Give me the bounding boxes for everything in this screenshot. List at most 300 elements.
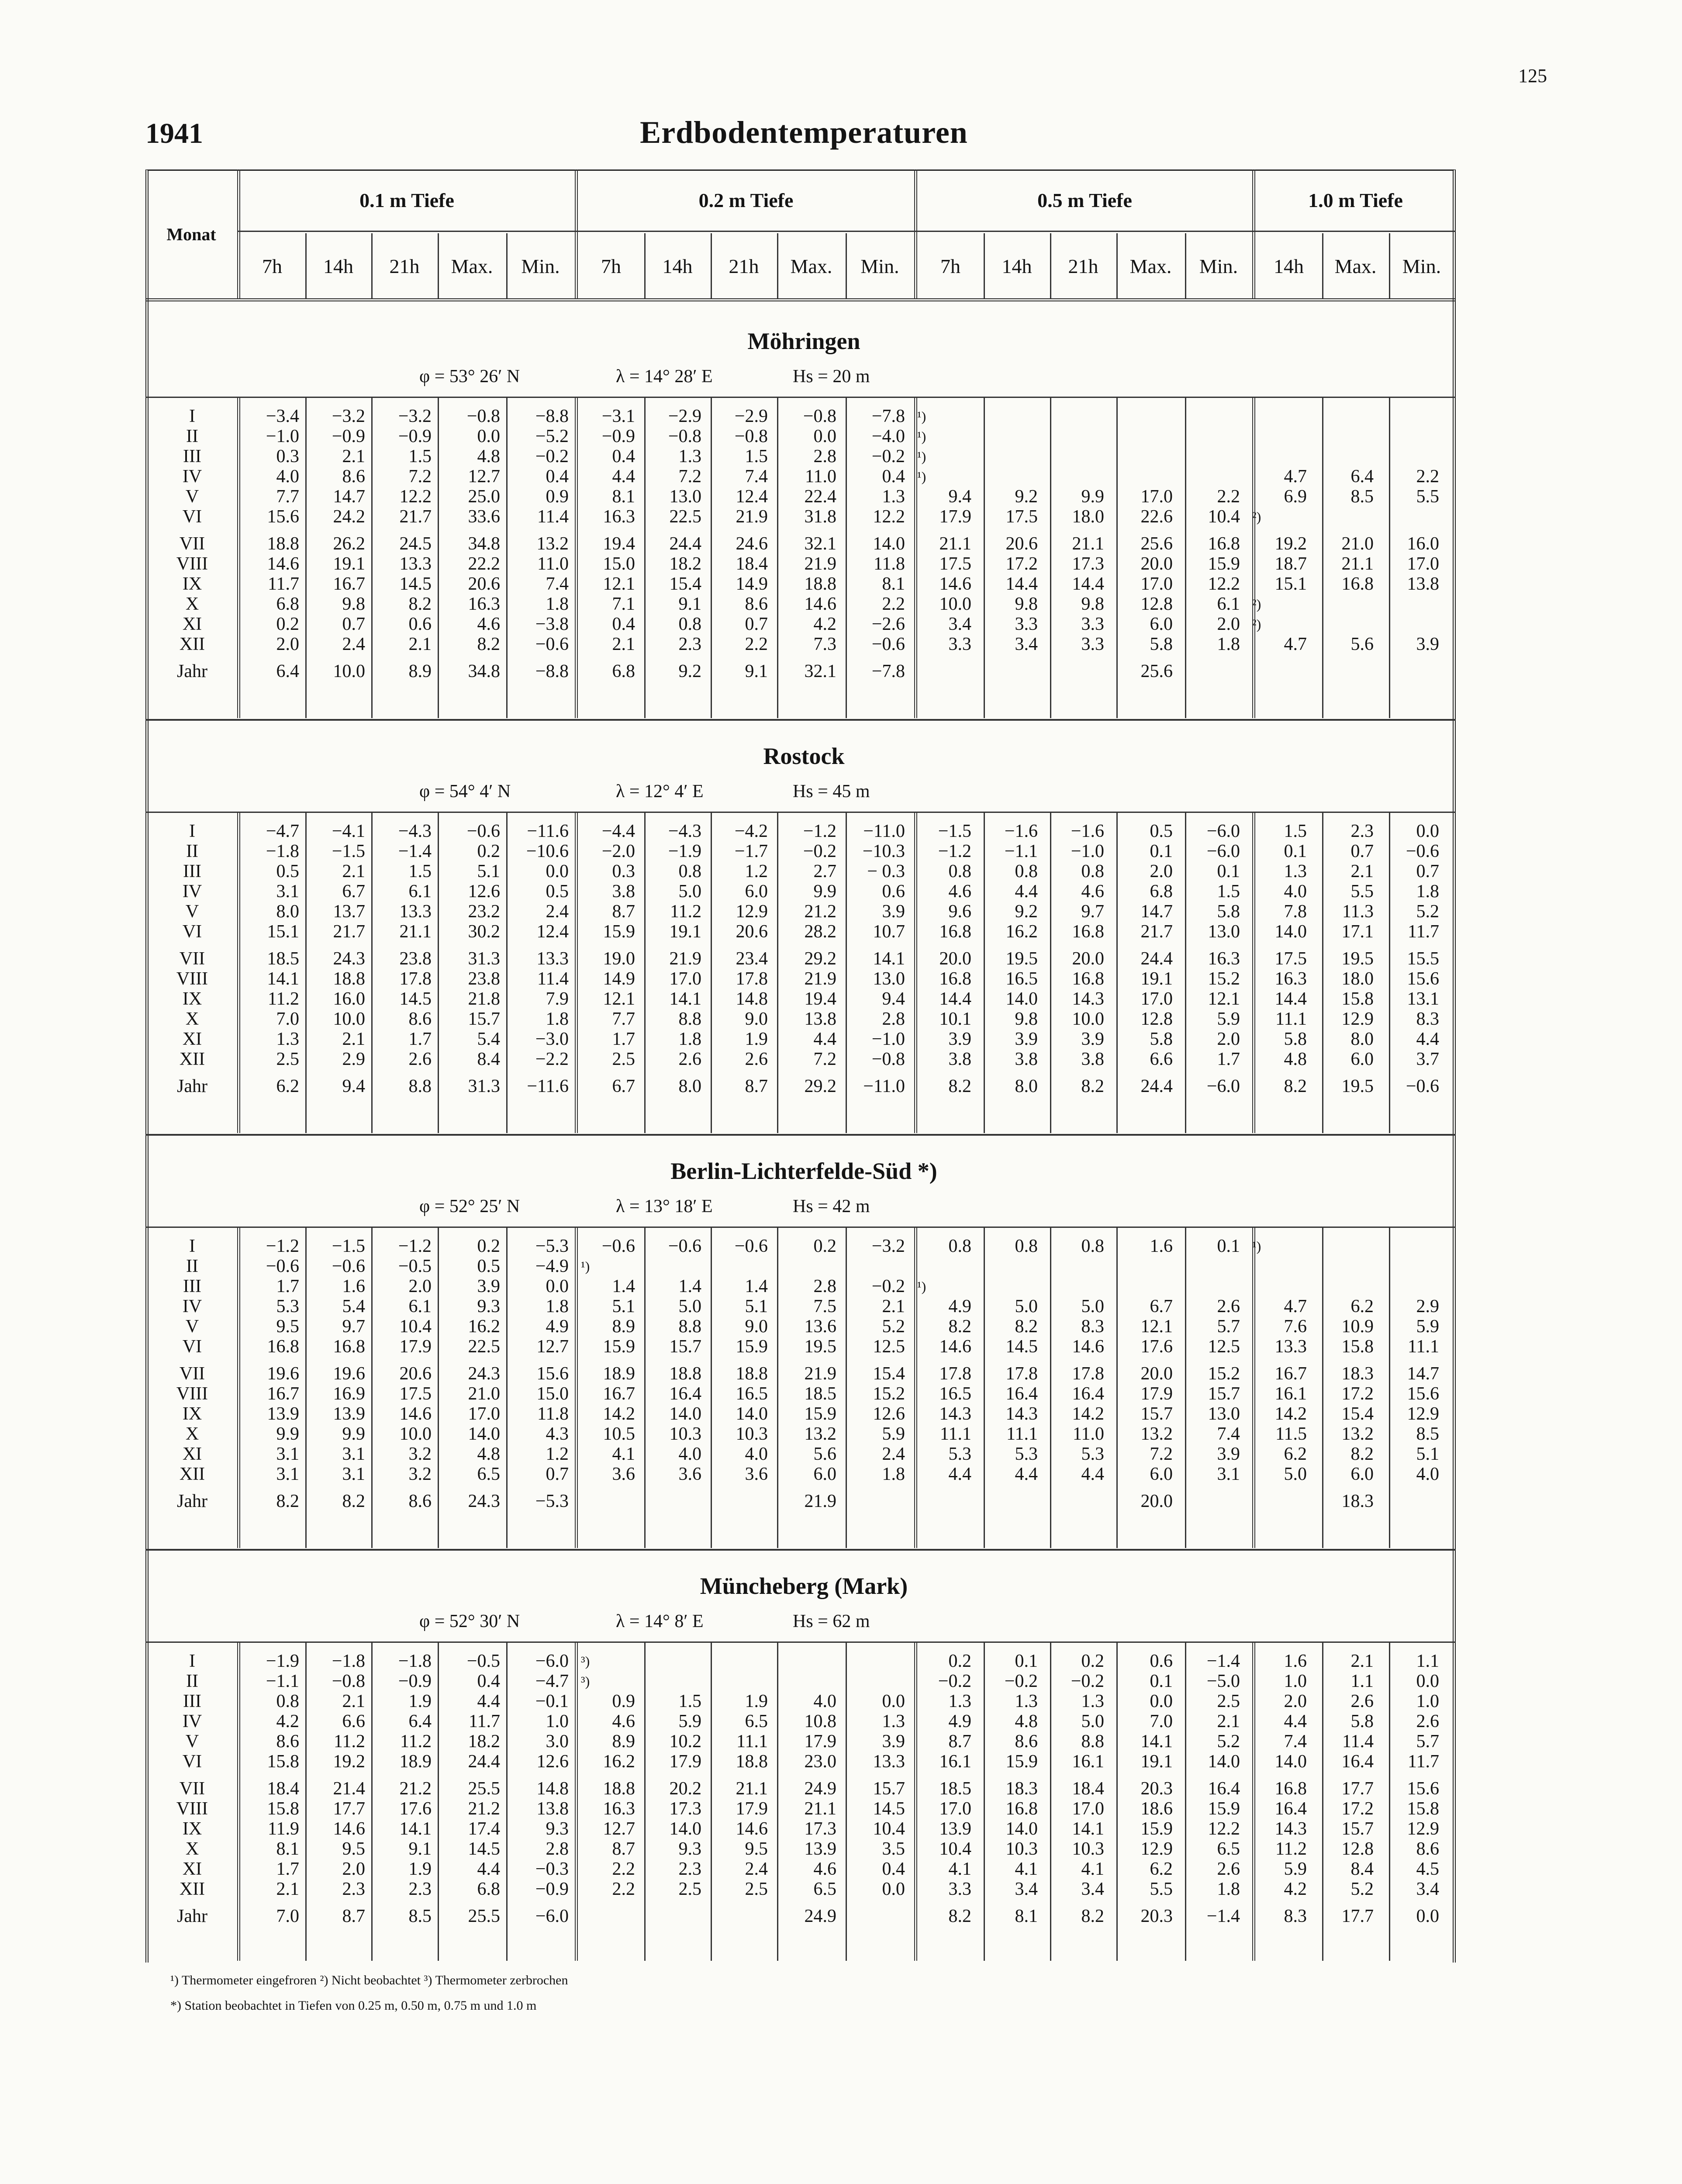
value-cell: 8.3 — [1284, 1906, 1307, 1926]
value-cell: 24.5 — [399, 534, 432, 554]
value-cell — [708, 1651, 774, 1671]
value-cell: 10.9 — [1341, 1317, 1374, 1337]
value-cell: 1.3 — [948, 1691, 971, 1711]
value-cell: 7.8 — [1284, 902, 1307, 922]
value-cell: 15.0 — [603, 554, 635, 574]
divider — [1185, 233, 1186, 299]
value-cell: 21.9 — [804, 1364, 836, 1384]
value-cell: 2.4 — [745, 1859, 768, 1879]
table-header — [145, 169, 1456, 301]
value-cell: 15.6 — [1407, 1384, 1439, 1404]
value-cell: −3.0 — [535, 1029, 569, 1049]
value-cell: 2.5 — [612, 1049, 635, 1069]
value-cell: 12.2 — [1208, 574, 1240, 594]
value-cell: ²) — [1252, 596, 1261, 612]
value-cell: 28.2 — [804, 922, 836, 942]
value-cell: −0.6 — [1406, 841, 1439, 861]
value-cell — [977, 1276, 1044, 1296]
value-cell: 5.0 — [1015, 1296, 1038, 1317]
value-cell: 5.0 — [678, 881, 701, 902]
value-cell: 13.9 — [267, 1404, 299, 1424]
table-row — [145, 1029, 1445, 1049]
value-cell: −1.2 — [803, 821, 836, 841]
value-cell: −8.8 — [535, 661, 569, 681]
value-cell: −1.4 — [1206, 1906, 1240, 1926]
value-cell: 2.6 — [745, 1049, 768, 1069]
value-cell: −6.0 — [535, 1906, 569, 1926]
value-cell — [1044, 406, 1110, 426]
value-cell: 5.5 — [1416, 487, 1439, 507]
value-cell: 32.1 — [804, 534, 836, 554]
value-cell: 4.3 — [546, 1424, 569, 1444]
value-cell: 18.5 — [939, 1779, 971, 1799]
value-cell: 11.7 — [469, 1711, 500, 1731]
value-cell: 12.4 — [536, 922, 569, 942]
value-cell: 2.5 — [678, 1879, 701, 1899]
value-cell: −0.8 — [466, 406, 500, 426]
station-name: Möhringen — [747, 328, 860, 354]
value-cell: 3.4 — [1081, 1879, 1104, 1899]
value-cell: ¹) — [581, 1258, 590, 1274]
table-row — [145, 446, 1445, 467]
value-cell: 4.8 — [477, 446, 500, 467]
value-cell: 8.5 — [408, 1906, 432, 1926]
value-cell — [1313, 1256, 1380, 1276]
value-cell: 18.4 — [267, 1779, 299, 1799]
value-cell: 4.1 — [1081, 1859, 1104, 1879]
value-cell: 8.2 — [1284, 1076, 1307, 1096]
value-cell: 0.7 — [342, 614, 365, 634]
value-cell: 1.7 — [276, 1859, 299, 1879]
value-cell — [641, 1484, 708, 1511]
value-cell — [1246, 1276, 1313, 1296]
value-cell: 25.6 — [1140, 534, 1173, 554]
value-cell: 24.9 — [804, 1906, 836, 1926]
value-cell: 2.1 — [342, 861, 365, 881]
value-cell: 5.3 — [1015, 1444, 1038, 1464]
month-cell: III — [183, 1691, 201, 1711]
station-coordinate-phi: φ = 52° 25′ N — [419, 1196, 520, 1216]
month-cell: Jahr — [177, 1491, 207, 1511]
column-header: 7h — [940, 255, 960, 277]
month-cell: VI — [182, 922, 202, 942]
value-cell: 7.0 — [1150, 1711, 1173, 1731]
table-row — [145, 1296, 1445, 1317]
month-cell: VIII — [176, 1799, 208, 1819]
value-cell: 8.0 — [276, 902, 299, 922]
value-cell: −1.5 — [332, 1236, 365, 1256]
column-header: 14h — [662, 255, 693, 277]
value-cell: 9.1 — [678, 594, 701, 614]
value-cell: 9.2 — [1015, 487, 1038, 507]
value-cell: −0.6 — [734, 1236, 768, 1256]
value-cell: 6.1 — [408, 1296, 432, 1317]
value-cell: 8.4 — [1350, 1859, 1374, 1879]
value-cell: 17.0 — [1140, 989, 1173, 1009]
value-cell: 2.8 — [546, 1839, 569, 1859]
column-header: 7h — [262, 255, 282, 277]
column-header: Min. — [1199, 255, 1238, 277]
value-cell: 0.3 — [276, 446, 299, 467]
value-cell: −1.0 — [871, 1029, 905, 1049]
value-cell: 1.9 — [408, 1691, 432, 1711]
value-cell: 13.3 — [873, 1752, 905, 1772]
value-cell: 11.1 — [1408, 1337, 1439, 1357]
value-cell: −3.2 — [398, 406, 432, 426]
value-cell: −3.2 — [332, 406, 365, 426]
value-cell: 14.5 — [399, 989, 432, 1009]
value-cell — [1380, 654, 1445, 681]
month-cell: X — [185, 1424, 199, 1444]
value-cell: 15.4 — [669, 574, 701, 594]
value-cell: −11.0 — [863, 821, 905, 841]
value-cell: 17.9 — [399, 1337, 432, 1357]
value-cell: 18.5 — [804, 1384, 836, 1404]
table-row — [145, 1879, 1445, 1899]
divider — [575, 169, 578, 299]
table-row — [145, 1384, 1445, 1404]
value-cell: 16.0 — [1407, 534, 1439, 554]
value-cell: 15.6 — [1407, 969, 1439, 989]
depth-header-1.0m: 1.0 m Tiefe — [1308, 189, 1403, 211]
column-header: 21h — [389, 255, 420, 277]
value-cell — [1044, 1276, 1110, 1296]
value-cell: 17.0 — [1407, 554, 1439, 574]
value-cell: 9.8 — [1081, 594, 1104, 614]
value-cell: 14.0 — [1005, 989, 1038, 1009]
value-cell: 5.0 — [1284, 1464, 1307, 1484]
value-cell: 0.4 — [612, 614, 635, 634]
value-cell: 1.4 — [678, 1276, 701, 1296]
value-cell: 6.5 — [813, 1879, 836, 1899]
value-cell: 14.4 — [1072, 574, 1104, 594]
value-cell: 4.4 — [948, 1464, 971, 1484]
value-cell: 2.6 — [1350, 1691, 1374, 1711]
value-cell: 0.1 — [1150, 1671, 1173, 1691]
table-row — [145, 1671, 1445, 1691]
value-cell: 21.9 — [804, 969, 836, 989]
value-cell — [1246, 654, 1313, 681]
value-cell: 13.3 — [399, 902, 432, 922]
divider — [305, 233, 307, 299]
value-cell: 1.3 — [276, 1029, 299, 1049]
value-cell: 4.9 — [948, 1296, 971, 1317]
value-cell: 6.8 — [1150, 881, 1173, 902]
value-cell: 5.9 — [1284, 1859, 1307, 1879]
value-cell: 11.2 — [1275, 1839, 1307, 1859]
value-cell: 14.5 — [399, 574, 432, 594]
value-cell: −1.5 — [332, 841, 365, 861]
value-cell: 5.9 — [678, 1711, 701, 1731]
value-cell: 8.2 — [1350, 1444, 1374, 1464]
value-cell: 34.8 — [468, 661, 500, 681]
value-cell: −1.0 — [266, 426, 299, 446]
value-cell: 3.1 — [1217, 1464, 1240, 1484]
value-cell: 13.2 — [804, 1424, 836, 1444]
value-cell: 0.0 — [1416, 1671, 1439, 1691]
value-cell: −0.9 — [601, 426, 635, 446]
value-cell: 17.9 — [669, 1752, 701, 1772]
value-cell — [708, 1899, 774, 1926]
value-cell: 12.1 — [1208, 989, 1240, 1009]
value-cell: 4.7 — [1284, 467, 1307, 487]
value-cell: 2.2 — [612, 1859, 635, 1879]
value-cell: 5.0 — [1081, 1711, 1104, 1731]
month-cell: V — [185, 1731, 199, 1752]
value-cell: 6.4 — [276, 661, 299, 681]
value-cell: 17.0 — [468, 1404, 500, 1424]
value-cell: 17.3 — [1072, 554, 1104, 574]
value-cell: 17.8 — [736, 969, 768, 989]
value-cell: 3.1 — [342, 1444, 365, 1464]
table-row — [145, 487, 1445, 507]
value-cell: 14.3 — [1274, 1819, 1307, 1839]
value-cell: 7.5 — [813, 1296, 836, 1317]
value-cell: 18.8 — [736, 1364, 768, 1384]
value-cell: 11.0 — [805, 467, 836, 487]
value-cell: 16.1 — [1274, 1384, 1307, 1404]
value-cell: 17.5 — [939, 554, 971, 574]
value-cell: 0.0 — [882, 1879, 905, 1899]
value-cell: 2.2 — [745, 634, 768, 654]
value-cell: 5.1 — [612, 1296, 635, 1317]
value-cell: 6.2 — [1284, 1444, 1307, 1464]
value-cell: 2.1 — [276, 1879, 299, 1899]
value-cell: 16.8 — [1274, 1779, 1307, 1799]
table-row — [145, 426, 1445, 446]
value-cell: −1.9 — [668, 841, 701, 861]
value-cell: 1.6 — [1284, 1651, 1307, 1671]
station-coordinate-phi: φ = 53° 26′ N — [419, 366, 520, 387]
value-cell: 3.1 — [276, 1444, 299, 1464]
value-cell: 2.2 — [612, 1879, 635, 1899]
value-cell: 11.7 — [268, 574, 299, 594]
value-cell: 4.9 — [948, 1711, 971, 1731]
value-cell: 1.3 — [882, 1711, 905, 1731]
value-cell: 6.8 — [612, 661, 635, 681]
value-cell: 23.8 — [399, 949, 432, 969]
month-cell: V — [185, 902, 199, 922]
value-cell: 8.3 — [1416, 1009, 1439, 1029]
station-table — [145, 406, 1445, 681]
value-cell: 17.7 — [1341, 1906, 1374, 1926]
value-cell: 18.3 — [1005, 1779, 1038, 1799]
value-cell: −1.8 — [266, 841, 299, 861]
station-name: Rostock — [763, 743, 845, 769]
table-row — [145, 1799, 1445, 1819]
divider — [237, 231, 1456, 232]
value-cell: 17.5 — [399, 1384, 432, 1404]
value-cell: 14.6 — [736, 1819, 768, 1839]
value-cell: −0.9 — [398, 1671, 432, 1691]
station-table — [145, 821, 1445, 1096]
value-cell: 17.3 — [804, 1819, 836, 1839]
value-cell: 8.2 — [276, 1491, 299, 1511]
value-cell: 0.5 — [477, 1256, 500, 1276]
value-cell: 15.0 — [536, 1384, 569, 1404]
value-cell: 6.0 — [1350, 1049, 1374, 1069]
value-cell: 1.6 — [342, 1276, 365, 1296]
value-cell: 13.3 — [399, 554, 432, 574]
value-cell: 0.9 — [612, 1691, 635, 1711]
value-cell — [1246, 406, 1313, 426]
value-cell: 16.2 — [468, 1317, 500, 1337]
value-cell: 16.7 — [603, 1384, 635, 1404]
value-cell: 0.0 — [546, 861, 569, 881]
value-cell: 18.3 — [1341, 1491, 1374, 1511]
value-cell: 2.0 — [1150, 861, 1173, 881]
value-cell: −1.7 — [734, 841, 768, 861]
month-cell: X — [185, 594, 199, 614]
value-cell: 16.7 — [267, 1384, 299, 1404]
column-header: 14h — [1274, 255, 1304, 277]
value-cell: 0.1 — [1150, 841, 1173, 861]
table-row — [145, 1819, 1445, 1839]
value-cell: 8.7 — [342, 1906, 365, 1926]
divider — [711, 233, 712, 299]
value-cell: 17.0 — [1072, 1799, 1104, 1819]
value-cell: 8.0 — [1015, 1076, 1038, 1096]
value-cell: −0.2 — [803, 841, 836, 861]
value-cell — [774, 1256, 843, 1276]
value-cell: 8.8 — [678, 1317, 701, 1337]
value-cell: 4.0 — [1416, 1464, 1439, 1484]
value-cell: 0.8 — [948, 1236, 971, 1256]
value-cell: 6.5 — [745, 1711, 768, 1731]
value-cell: 13.3 — [536, 949, 569, 969]
value-cell: −2.0 — [601, 841, 635, 861]
month-cell: Jahr — [177, 1076, 207, 1096]
value-cell: 21.4 — [333, 1779, 365, 1799]
value-cell: 3.1 — [276, 881, 299, 902]
value-cell — [1179, 446, 1246, 467]
value-cell: 15.9 — [1140, 1819, 1173, 1839]
value-cell: 14.2 — [1274, 1404, 1307, 1424]
depth-header-0.5m: 0.5 m Tiefe — [1037, 189, 1132, 211]
value-cell: 7.4 — [546, 574, 569, 594]
value-cell: 6.1 — [408, 881, 432, 902]
value-cell: 3.9 — [1416, 634, 1439, 654]
value-cell: 0.0 — [1416, 821, 1439, 841]
value-cell: 16.8 — [333, 1337, 365, 1357]
value-cell — [1110, 446, 1179, 467]
value-cell — [1246, 1256, 1313, 1276]
value-cell: −0.6 — [601, 1236, 635, 1256]
value-cell: 12.6 — [536, 1752, 569, 1772]
value-cell: 7.4 — [1217, 1424, 1240, 1444]
value-cell: 16.4 — [1274, 1799, 1307, 1819]
value-cell: 0.2 — [948, 1651, 971, 1671]
value-cell: 8.2 — [948, 1317, 971, 1337]
value-cell: 2.0 — [342, 1859, 365, 1879]
value-cell: 21.9 — [736, 507, 768, 527]
value-cell: 19.5 — [1341, 949, 1374, 969]
value-cell — [1380, 426, 1445, 446]
value-cell: 16.8 — [1005, 1799, 1038, 1819]
value-cell: 12.8 — [1140, 1009, 1173, 1029]
value-cell: 14.0 — [669, 1404, 701, 1424]
value-cell: 14.1 — [1072, 1819, 1104, 1839]
value-cell: 16.2 — [1005, 922, 1038, 942]
value-cell: 19.5 — [1341, 1076, 1374, 1096]
value-cell: 17.8 — [1005, 1364, 1038, 1384]
value-cell: 14.1 — [267, 969, 299, 989]
value-cell: 21.7 — [1140, 922, 1173, 942]
value-cell: 16.3 — [1274, 969, 1307, 989]
value-cell: 2.9 — [342, 1049, 365, 1069]
value-cell — [1110, 1276, 1179, 1296]
table-row — [145, 1859, 1445, 1879]
value-cell: 2.0 — [276, 634, 299, 654]
value-cell: 14.2 — [1072, 1404, 1104, 1424]
value-cell: 14.4 — [939, 989, 971, 1009]
value-cell: 19.5 — [804, 1337, 836, 1357]
value-cell: 1.5 — [1284, 821, 1307, 841]
value-cell: 15.7 — [468, 1009, 500, 1029]
value-cell: 17.1 — [1341, 922, 1374, 942]
value-cell: 17.5 — [1274, 949, 1307, 969]
value-cell: 16.7 — [333, 574, 365, 594]
value-cell: ²) — [1252, 509, 1261, 525]
value-cell: 24.3 — [468, 1364, 500, 1384]
value-cell — [641, 1256, 708, 1276]
value-cell: 7.4 — [1284, 1731, 1307, 1752]
value-cell: −2.2 — [535, 1049, 569, 1069]
value-cell: 8.6 — [276, 1731, 299, 1752]
value-cell: 1.4 — [745, 1276, 768, 1296]
value-cell: 0.6 — [882, 881, 905, 902]
value-cell: 7.7 — [276, 487, 299, 507]
value-cell: 21.0 — [468, 1384, 500, 1404]
value-cell: 0.4 — [882, 467, 905, 487]
month-cell: XII — [179, 1464, 205, 1484]
value-cell: −1.8 — [332, 1651, 365, 1671]
value-cell: −7.8 — [871, 406, 905, 426]
value-cell: 15.6 — [267, 507, 299, 527]
value-cell — [1313, 614, 1380, 634]
month-cell: VI — [182, 1752, 202, 1772]
month-cell: II — [186, 1256, 198, 1276]
value-cell: −0.8 — [668, 426, 701, 446]
value-cell: 1.0 — [1416, 1691, 1439, 1711]
value-cell: 15.9 — [1005, 1752, 1038, 1772]
value-cell: 12.5 — [873, 1337, 905, 1357]
station-coordinate-phi: φ = 54° 4′ N — [419, 781, 511, 802]
value-cell: 4.6 — [612, 1711, 635, 1731]
value-cell: 12.6 — [468, 881, 500, 902]
value-cell: 3.4 — [1015, 1879, 1038, 1899]
value-cell: 12.1 — [1140, 1317, 1173, 1337]
value-cell: 15.7 — [1341, 1819, 1374, 1839]
station-name: Müncheberg (Mark) — [700, 1573, 908, 1599]
value-cell: −1.9 — [266, 1651, 299, 1671]
value-cell — [774, 1671, 843, 1691]
value-cell: 3.8 — [1015, 1049, 1038, 1069]
value-cell: 13.2 — [536, 534, 569, 554]
value-cell: 16.5 — [939, 1384, 971, 1404]
value-cell: 4.7 — [1284, 1296, 1307, 1317]
value-cell: −1.0 — [1071, 841, 1104, 861]
value-cell: 12.2 — [873, 507, 905, 527]
value-cell: −4.3 — [398, 821, 432, 841]
value-cell: 3.6 — [678, 1464, 701, 1484]
value-cell: 1.8 — [1217, 1879, 1240, 1899]
value-cell: −5.3 — [535, 1491, 569, 1511]
value-cell: 17.0 — [669, 969, 701, 989]
value-cell — [1044, 467, 1110, 487]
value-cell: 5.8 — [1284, 1029, 1307, 1049]
value-cell: 0.2 — [477, 1236, 500, 1256]
